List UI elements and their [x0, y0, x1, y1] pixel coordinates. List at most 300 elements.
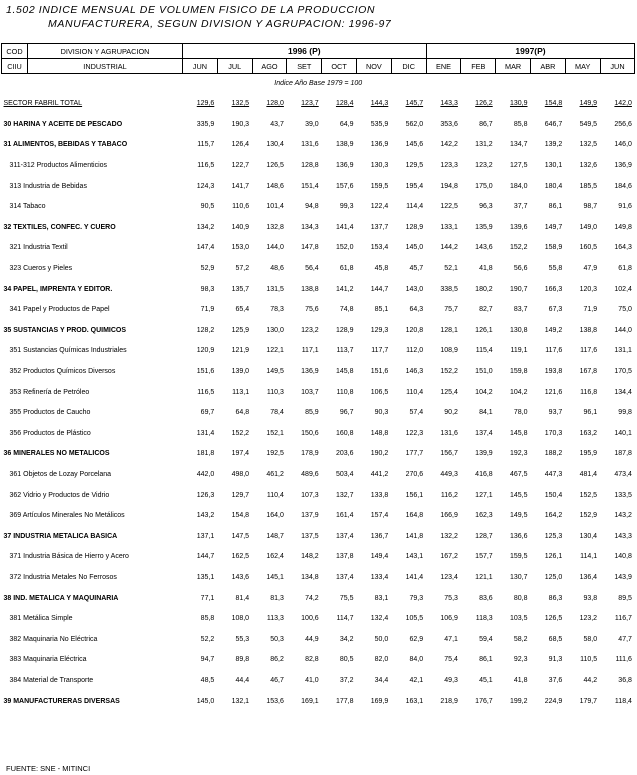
- row-value: 114,7: [336, 615, 354, 623]
- row-value: 138,8: [579, 326, 598, 334]
- row-value: 184,0: [509, 182, 528, 190]
- row-value: 116,5: [197, 388, 215, 396]
- row-value: 467,5: [509, 470, 528, 478]
- row-value: 71,9: [200, 306, 215, 314]
- row-value: 62,9: [409, 635, 424, 643]
- row-label: 31 ALIMENTOS, BEBIDAS Y TABACO: [3, 141, 128, 149]
- row-value: 75,6: [305, 306, 319, 314]
- row-value: 78,0: [513, 409, 528, 417]
- row-value: 110,4: [406, 388, 424, 396]
- table-row: [2, 444, 635, 465]
- row-label: 32 TEXTILES, CONFEC. Y CUERO: [3, 223, 116, 231]
- row-value: 104,2: [509, 388, 528, 396]
- row-value: 153,0: [231, 244, 250, 252]
- row-value: 80,5: [339, 656, 354, 664]
- row-value: 94,8: [305, 203, 319, 211]
- row-value: 71,9: [583, 306, 598, 314]
- row-value: 126,4: [231, 141, 250, 149]
- row-value: 56,4: [305, 265, 319, 273]
- row-value: 132,5: [579, 141, 598, 149]
- row-value: 123,3: [440, 162, 458, 170]
- row-value: 192,5: [266, 450, 284, 458]
- row-value: 122,4: [370, 203, 389, 211]
- row-value: 85,1: [374, 306, 389, 314]
- row-value: 170,3: [544, 429, 563, 437]
- row-value: 181,8: [196, 450, 215, 458]
- row-value: 162,5: [231, 553, 250, 561]
- row-value: 130,1: [544, 162, 563, 170]
- row-value: 136,9: [614, 162, 632, 170]
- table-row: [2, 567, 635, 588]
- row-value: 160,5: [579, 244, 598, 252]
- row-value: 103,5: [509, 615, 528, 623]
- row-value: 130,0: [266, 326, 284, 334]
- col-cod: COD: [2, 44, 28, 59]
- month-header: AGO: [252, 59, 287, 74]
- row-value: 137,4: [335, 573, 354, 581]
- row-value: 195,4: [405, 182, 424, 190]
- row-value: 120,9: [196, 347, 215, 355]
- row-value: 151,0: [475, 368, 493, 376]
- row-value: 144,7: [370, 285, 389, 293]
- row-value: 94,7: [200, 656, 215, 664]
- row-value: 199,2: [509, 697, 528, 705]
- row-value: 131,4: [196, 429, 215, 437]
- row-value: 143,6: [231, 573, 250, 581]
- row-value: 114,1: [580, 553, 598, 561]
- row-value: 55,3: [235, 635, 250, 643]
- row-value: 82,7: [479, 306, 493, 314]
- row-value: 147,4: [196, 244, 215, 252]
- row-value: 132,2: [440, 532, 458, 540]
- row-label: 361 Objetos de Lozay Porcelana: [9, 470, 112, 478]
- table-row: [2, 155, 635, 176]
- row-value: 128,1: [440, 326, 458, 334]
- row-value: 37,6: [548, 676, 563, 684]
- row-value: 161,4: [335, 512, 354, 520]
- row-value: 159,5: [370, 182, 389, 190]
- row-value: 148,7: [266, 532, 284, 540]
- row-value: 176,7: [475, 697, 493, 705]
- row-value: 481,4: [579, 470, 598, 478]
- row-value: 117,6: [580, 347, 598, 355]
- row-value: 91,6: [618, 203, 632, 211]
- data-table: [1, 43, 635, 711]
- row-value: 143,9: [614, 573, 632, 581]
- row-value: 108,0: [231, 615, 250, 623]
- row-value: 149,2: [544, 326, 563, 334]
- row-value: 187,8: [614, 450, 632, 458]
- row-value: 144,0: [266, 244, 284, 252]
- row-value: 473,4: [614, 470, 632, 478]
- row-value: 61,8: [618, 265, 632, 273]
- row-value: 203,6: [335, 450, 354, 458]
- row-label: 36 MINERALES NO METALICOS: [3, 450, 110, 458]
- row-value: 135,7: [231, 285, 250, 293]
- row-value: 503,4: [335, 470, 354, 478]
- row-value: 145,6: [405, 141, 424, 149]
- row-label: SECTOR FABRIL TOTAL: [3, 100, 83, 108]
- row-label: 323 Cueros y Pieles: [9, 265, 73, 273]
- row-value: 136,4: [579, 573, 598, 581]
- row-value: 68,5: [548, 635, 563, 643]
- row-value: 148,6: [266, 182, 284, 190]
- row-value: 145,8: [335, 368, 354, 376]
- row-value: 48,5: [200, 676, 215, 684]
- row-value: 127,5: [509, 162, 528, 170]
- row-value: 447,3: [544, 470, 563, 478]
- row-value: 132,4: [370, 615, 389, 623]
- row-value: 114,4: [406, 203, 424, 211]
- row-value: 75,0: [618, 306, 632, 314]
- row-value: 152,9: [579, 512, 598, 520]
- row-value: 90,2: [444, 409, 458, 417]
- row-value: 36,8: [618, 676, 632, 684]
- row-value: 110,4: [266, 491, 284, 499]
- row-value: 218,9: [440, 697, 458, 705]
- row-value: 128,8: [301, 162, 319, 170]
- row-value: 85,9: [305, 409, 319, 417]
- row-value: 69,7: [200, 409, 215, 417]
- row-value: 143,3: [614, 532, 632, 540]
- row-value: 145,1: [266, 573, 284, 581]
- row-value: 112,0: [406, 347, 424, 355]
- row-value: 177,8: [335, 697, 354, 705]
- row-value: 83,6: [479, 594, 493, 602]
- row-label: 372 Industria Metales No Ferrosos: [9, 573, 117, 581]
- row-value: 64,9: [339, 120, 354, 128]
- table-row: [2, 238, 635, 259]
- table-row: [2, 217, 635, 238]
- source-note: FUENTE: SNE - MITINCI: [6, 764, 91, 773]
- table-title-line1: 1.502 INDICE MENSUAL DE VOLUMEN FISICO DE LA PRODUCCION: [6, 4, 376, 16]
- row-value: 137,9: [301, 512, 319, 520]
- row-value: 37,2: [339, 676, 354, 684]
- row-value: 125,3: [544, 532, 563, 540]
- row-value: 156,7: [440, 450, 458, 458]
- row-value: 116,7: [614, 615, 632, 623]
- row-value: 498,0: [231, 470, 250, 478]
- row-label: 381 Metálica Simple: [9, 615, 73, 623]
- row-value: 64,3: [409, 306, 424, 314]
- row-value: 175,0: [475, 182, 493, 190]
- row-value: 180,4: [544, 182, 563, 190]
- row-value: 101,4: [266, 203, 284, 211]
- row-value: 153,6: [266, 697, 284, 705]
- table-row: [2, 94, 635, 115]
- table-row: [2, 382, 635, 403]
- row-value: 131,6: [440, 429, 458, 437]
- row-value: 89,8: [235, 656, 250, 664]
- month-header: DIC: [391, 59, 426, 74]
- row-value: 141,4: [405, 573, 424, 581]
- row-value: 194,8: [440, 182, 458, 190]
- row-value: 149,7: [544, 223, 563, 231]
- row-value: 83,7: [513, 306, 528, 314]
- row-value: 84,1: [479, 409, 493, 417]
- row-value: 147,5: [231, 532, 250, 540]
- month-header: JUN: [600, 59, 635, 74]
- row-value: 270,6: [405, 470, 424, 478]
- row-value: 134,3: [301, 223, 319, 231]
- row-value: 107,3: [301, 491, 319, 499]
- row-value: 127,1: [475, 491, 493, 499]
- row-value: 159,8: [509, 368, 528, 376]
- row-value: 141,8: [405, 532, 424, 540]
- row-value: 169,1: [301, 697, 319, 705]
- row-value: 139,0: [231, 368, 250, 376]
- row-value: 74,8: [339, 306, 354, 314]
- row-value: 116,8: [580, 388, 598, 396]
- row-value: 190,3: [231, 120, 250, 128]
- row-value: 41,0: [305, 676, 319, 684]
- row-value: 86,3: [548, 594, 563, 602]
- row-value: 164,8: [405, 512, 424, 520]
- row-value: 90,3: [374, 409, 389, 417]
- row-value: 124,3: [196, 182, 215, 190]
- row-value: 93,8: [583, 594, 598, 602]
- table-row: [2, 526, 635, 547]
- row-value: 143,6: [475, 244, 493, 252]
- row-value: 50,0: [374, 635, 389, 643]
- row-value: 164,2: [544, 512, 563, 520]
- row-value: 416,8: [475, 470, 493, 478]
- row-value: 128,9: [405, 223, 424, 231]
- row-value: 152,2: [440, 368, 458, 376]
- row-value: 123,2: [579, 615, 598, 623]
- row-value: 141,7: [231, 182, 250, 190]
- row-value: 562,0: [405, 120, 424, 128]
- row-value: 144,2: [440, 244, 458, 252]
- row-value: 193,8: [544, 368, 563, 376]
- row-value: 449,3: [440, 470, 458, 478]
- row-value: 34,4: [374, 676, 389, 684]
- row-label: 352 Productos Químicos Diversos: [9, 368, 116, 376]
- row-value: 42,1: [409, 676, 424, 684]
- row-value: 78,4: [270, 409, 284, 417]
- table-row: [2, 547, 635, 568]
- row-value: 86,1: [548, 203, 563, 211]
- row-value: 138,9: [335, 141, 354, 149]
- row-value: 96,7: [339, 409, 354, 417]
- row-value: 163,2: [579, 429, 598, 437]
- row-value: 126,1: [475, 326, 493, 334]
- row-value: 137,4: [335, 532, 354, 540]
- row-value: 170,5: [614, 368, 632, 376]
- row-value: 154,8: [231, 512, 250, 520]
- row-value: 140,8: [614, 553, 632, 561]
- row-value: 75,4: [444, 656, 458, 664]
- row-value: 75,5: [339, 594, 354, 602]
- row-value: 143,0: [405, 285, 424, 293]
- row-label: 321 Industria Textil: [9, 244, 68, 252]
- table-row: [2, 588, 635, 609]
- row-value: 110,5: [580, 656, 598, 664]
- row-value: 149,0: [579, 223, 598, 231]
- row-value: 166,9: [440, 512, 458, 520]
- row-value: 118,3: [475, 615, 493, 623]
- row-value: 137,8: [335, 553, 354, 561]
- row-value: 37,7: [513, 203, 528, 211]
- row-value: 75,3: [444, 594, 458, 602]
- row-value: 130,7: [509, 573, 528, 581]
- row-value: 180,2: [475, 285, 493, 293]
- row-value: 143,2: [196, 512, 215, 520]
- row-value: 99,8: [618, 409, 632, 417]
- month-header: ABR: [531, 59, 566, 74]
- row-value: 157,7: [475, 553, 493, 561]
- row-value: 167,8: [579, 368, 598, 376]
- row-value: 125,9: [231, 326, 250, 334]
- row-value: 134,2: [196, 223, 215, 231]
- row-value: 157,4: [370, 512, 389, 520]
- row-value: 137,4: [475, 429, 493, 437]
- row-label: 39 MANUFACTURERAS DIVERSAS: [3, 697, 120, 705]
- row-value: 131,5: [266, 285, 284, 293]
- row-value: 131,6: [301, 141, 319, 149]
- row-value: 91,3: [548, 656, 563, 664]
- row-value: 56,6: [513, 265, 528, 273]
- month-header: ENE: [426, 59, 461, 74]
- row-value: 195,9: [579, 450, 598, 458]
- row-value: 133,4: [370, 573, 389, 581]
- row-value: 41,8: [479, 265, 493, 273]
- row-value: 50,3: [270, 635, 284, 643]
- row-value: 150,6: [301, 429, 319, 437]
- table-row: [2, 691, 635, 712]
- row-value: 132,1: [231, 697, 250, 705]
- row-value: 142,2: [440, 141, 458, 149]
- row-label: 311-312 Productos Alimenticios: [9, 162, 108, 170]
- row-value: 82,0: [374, 656, 389, 664]
- row-value: 136,6: [509, 532, 528, 540]
- row-value: 156,1: [405, 491, 424, 499]
- year-1997: 1997(P): [426, 44, 635, 59]
- row-value: 160,8: [335, 429, 354, 437]
- row-value: 338,5: [440, 285, 458, 293]
- row-value: 192,3: [509, 450, 528, 458]
- table-title-line2: MANUFACTURERA, SEGUN DIVISION Y AGRUPACION: 1996-97: [48, 18, 392, 30]
- row-value: 110,3: [266, 388, 284, 396]
- row-value: 96,3: [479, 203, 493, 211]
- row-value: 138,8: [301, 285, 319, 293]
- row-value: 99,3: [339, 203, 354, 211]
- base-note: Indice Año Base 1979 = 100: [274, 80, 363, 88]
- row-value: 86,1: [479, 656, 493, 664]
- table-row: [2, 176, 635, 197]
- row-value: 45,7: [409, 265, 424, 273]
- row-value: 113,1: [232, 388, 250, 396]
- row-value: 44,9: [305, 635, 319, 643]
- row-label: 30 HARINA Y ACEITE DE PESCADO: [3, 120, 123, 128]
- row-value: 120,8: [405, 326, 424, 334]
- row-label: 355 Productos de Caucho: [9, 409, 91, 417]
- month-header: MAR: [496, 59, 531, 74]
- row-value: 110,6: [232, 203, 250, 211]
- row-value: 163,1: [405, 697, 424, 705]
- row-value: 126,5: [266, 162, 284, 170]
- row-value: 353,6: [440, 120, 458, 128]
- row-value: 197,4: [231, 450, 250, 458]
- row-value: 164,3: [614, 244, 632, 252]
- row-label: 34 PAPEL, IMPRENTA Y EDITOR.: [3, 285, 113, 293]
- row-value: 78,3: [270, 306, 284, 314]
- row-value: 105,5: [405, 615, 424, 623]
- row-label: 371 Industria Básica de Hierro y Acero: [9, 553, 129, 561]
- row-value: 125,0: [544, 573, 563, 581]
- row-value: 132,8: [266, 223, 284, 231]
- row-value: 134,8: [301, 573, 319, 581]
- row-value: 145,5: [509, 491, 528, 499]
- row-value: 100,6: [301, 615, 319, 623]
- row-value: 135,1: [196, 573, 215, 581]
- row-value: 188,2: [544, 450, 563, 458]
- row-value: 115,4: [475, 347, 493, 355]
- row-value: 178,9: [301, 450, 319, 458]
- row-value: 81,4: [235, 594, 250, 602]
- row-label: 37 INDUSTRIA METALICA BASICA: [3, 532, 118, 540]
- row-label: 341 Papel y Productos de Papel: [9, 306, 110, 314]
- row-value: 123,2: [301, 326, 319, 334]
- row-value: 45,1: [479, 676, 493, 684]
- row-value: 121,9: [231, 347, 250, 355]
- row-value: 129,5: [405, 162, 424, 170]
- row-value: 57,4: [409, 409, 424, 417]
- row-value: 149,8: [614, 223, 632, 231]
- row-value: 150,4: [544, 491, 563, 499]
- row-value: 149,4: [370, 553, 389, 561]
- row-value: 158,9: [544, 244, 563, 252]
- row-value: 136,9: [370, 141, 389, 149]
- row-value: 116,5: [197, 162, 215, 170]
- row-label: 313 Industria de Bebidas: [9, 182, 87, 190]
- row-value: 131,1: [614, 347, 632, 355]
- row-value: 179,7: [579, 697, 598, 705]
- row-label: 353 Refinería de Petróleo: [9, 388, 90, 396]
- row-value: 136,7: [370, 532, 389, 540]
- row-value: 119,1: [510, 347, 528, 355]
- row-value: 117,1: [301, 347, 319, 355]
- row-value: 48,6: [270, 265, 284, 273]
- table-row: [2, 629, 635, 650]
- row-value: 133,5: [614, 491, 632, 499]
- row-value: 139,6: [509, 223, 528, 231]
- row-value: 47,7: [618, 635, 632, 643]
- row-value: 143,2: [614, 512, 632, 520]
- row-value: 461,2: [266, 470, 284, 478]
- month-header: MAY: [565, 59, 600, 74]
- row-value: 140,1: [614, 429, 632, 437]
- row-value: 146,3: [405, 368, 424, 376]
- row-value: 86,7: [479, 120, 493, 128]
- row-value: 335,9: [196, 120, 215, 128]
- row-value: 82,8: [305, 656, 319, 664]
- row-value: 162,3: [475, 512, 493, 520]
- table-row: [2, 196, 635, 217]
- row-value: 535,9: [370, 120, 389, 128]
- row-value: 67,3: [548, 306, 563, 314]
- row-value: 126,1: [544, 553, 563, 561]
- row-value: 152,2: [509, 244, 528, 252]
- col-industrial: INDUSTRIAL: [28, 59, 183, 74]
- row-value: 113,7: [336, 347, 354, 355]
- row-value: 121,1: [475, 573, 493, 581]
- row-value: 96,1: [583, 409, 598, 417]
- row-value: 49,3: [444, 676, 458, 684]
- row-value: 75,7: [444, 306, 458, 314]
- month-header: JUN: [183, 59, 218, 74]
- row-value: 98,3: [200, 285, 215, 293]
